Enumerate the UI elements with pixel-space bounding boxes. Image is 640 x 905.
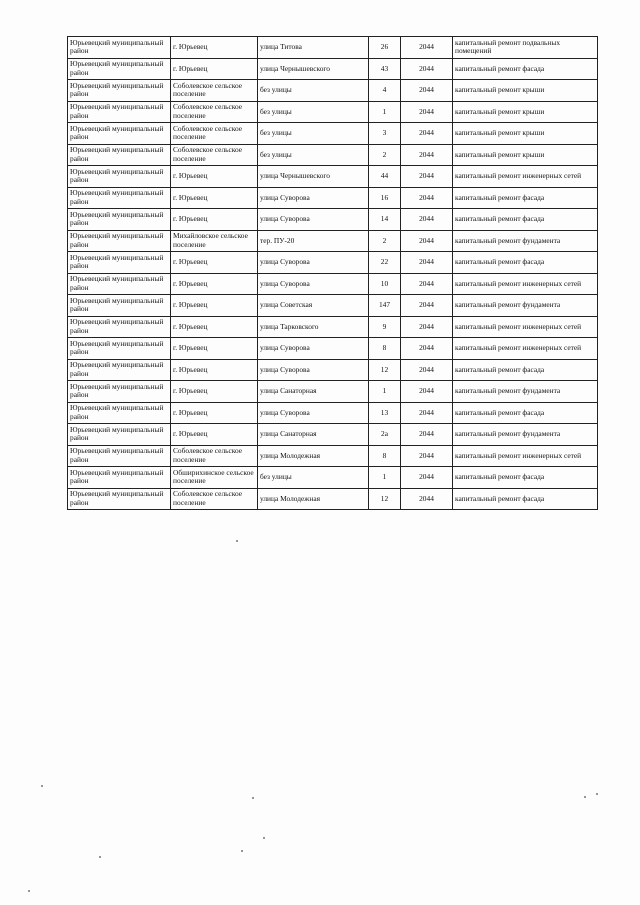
cell-house-number: 26	[369, 37, 401, 59]
table-row	[68, 230, 598, 252]
cell-street: улица Суворова	[258, 359, 369, 381]
cell-work-type: капитальный ремонт фундамента	[453, 230, 598, 252]
cell-work-type: капитальный ремонт инженерных сетей	[453, 316, 598, 338]
cell-year: 2044	[401, 58, 453, 80]
cell-house-number: 44	[369, 166, 401, 188]
cell-work-type: капитальный ремонт подвальных помещений	[453, 37, 598, 59]
cell-house-number: 4	[369, 80, 401, 102]
cell-settlement: г. Юрьевец	[171, 402, 258, 424]
cell-year: 2044	[401, 80, 453, 102]
cell-work-type: капитальный ремонт фасада	[453, 58, 598, 80]
cell-year: 2044	[401, 252, 453, 274]
cell-settlement: г. Юрьевец	[171, 316, 258, 338]
cell-year: 2044	[401, 230, 453, 252]
cell-house-number: 8	[369, 338, 401, 360]
cell-street: без улицы	[258, 101, 369, 123]
cell-settlement: г. Юрьевец	[171, 381, 258, 403]
cell-house-number: 2	[369, 144, 401, 166]
table-row	[68, 381, 598, 403]
cell-street: улица Молодежная	[258, 445, 369, 467]
cell-work-type: капитальный ремонт фасада	[453, 252, 598, 274]
scan-speck	[263, 837, 265, 839]
cell-street: без улицы	[258, 467, 369, 489]
cell-settlement: г. Юрьевец	[171, 424, 258, 446]
cell-district: Юрьевецкий муниципальный район	[68, 488, 171, 510]
cell-work-type: капитальный ремонт фасада	[453, 488, 598, 510]
cell-district: Юрьевецкий муниципальный район	[68, 230, 171, 252]
cell-work-type: капитальный ремонт инженерных сетей	[453, 166, 598, 188]
cell-street: улица Суворова	[258, 338, 369, 360]
table-body	[68, 37, 598, 510]
cell-work-type: капитальный ремонт крыши	[453, 80, 598, 102]
table-row	[68, 101, 598, 123]
cell-work-type: капитальный ремонт фундамента	[453, 295, 598, 317]
cell-year: 2044	[401, 209, 453, 231]
cell-year: 2044	[401, 295, 453, 317]
cell-year: 2044	[401, 37, 453, 59]
cell-house-number: 2а	[369, 424, 401, 446]
cell-house-number: 12	[369, 488, 401, 510]
cell-house-number: 1	[369, 467, 401, 489]
cell-settlement: г. Юрьевец	[171, 359, 258, 381]
cell-settlement: г. Юрьевец	[171, 58, 258, 80]
table-row	[68, 58, 598, 80]
cell-work-type: капитальный ремонт инженерных сетей	[453, 273, 598, 295]
cell-district: Юрьевецкий муниципальный район	[68, 166, 171, 188]
table-row	[68, 467, 598, 489]
scan-speck	[99, 856, 101, 858]
cell-district: Юрьевецкий муниципальный район	[68, 101, 171, 123]
cell-house-number: 13	[369, 402, 401, 424]
repair-schedule-table	[67, 36, 598, 510]
cell-settlement: г. Юрьевец	[171, 338, 258, 360]
cell-street: улица Суворова	[258, 252, 369, 274]
cell-year: 2044	[401, 273, 453, 295]
cell-settlement: Соболевское сельское поселение	[171, 445, 258, 467]
cell-work-type: капитальный ремонт фасада	[453, 359, 598, 381]
cell-district: Юрьевецкий муниципальный район	[68, 58, 171, 80]
cell-street: улица Чернышевского	[258, 166, 369, 188]
cell-work-type: капитальный ремонт крыши	[453, 123, 598, 145]
cell-work-type: капитальный ремонт фасада	[453, 187, 598, 209]
cell-settlement: Обширихинское сельское поселение	[171, 467, 258, 489]
table-row	[68, 144, 598, 166]
cell-street: улица Советская	[258, 295, 369, 317]
table-row	[68, 402, 598, 424]
cell-settlement: г. Юрьевец	[171, 252, 258, 274]
cell-street: улица Суворова	[258, 187, 369, 209]
cell-year: 2044	[401, 488, 453, 510]
cell-street: тер. ПУ-20	[258, 230, 369, 252]
cell-house-number: 12	[369, 359, 401, 381]
cell-district: Юрьевецкий муниципальный район	[68, 252, 171, 274]
cell-settlement: г. Юрьевец	[171, 166, 258, 188]
cell-street: без улицы	[258, 123, 369, 145]
table-row	[68, 37, 598, 59]
cell-district: Юрьевецкий муниципальный район	[68, 144, 171, 166]
cell-work-type: капитальный ремонт крыши	[453, 101, 598, 123]
cell-settlement: Соболевское сельское поселение	[171, 144, 258, 166]
cell-work-type: капитальный ремонт инженерных сетей	[453, 445, 598, 467]
scan-speck	[252, 797, 254, 799]
cell-house-number: 147	[369, 295, 401, 317]
cell-settlement: Соболевское сельское поселение	[171, 123, 258, 145]
cell-street: улица Молодежная	[258, 488, 369, 510]
cell-year: 2044	[401, 338, 453, 360]
cell-settlement: г. Юрьевец	[171, 37, 258, 59]
scan-speck	[584, 796, 586, 798]
cell-district: Юрьевецкий муниципальный район	[68, 359, 171, 381]
cell-settlement: Соболевское сельское поселение	[171, 101, 258, 123]
cell-settlement: г. Юрьевец	[171, 273, 258, 295]
cell-year: 2044	[401, 424, 453, 446]
table-row	[68, 252, 598, 274]
cell-house-number: 9	[369, 316, 401, 338]
cell-year: 2044	[401, 316, 453, 338]
scan-speck	[28, 890, 30, 892]
cell-street: без улицы	[258, 144, 369, 166]
cell-house-number: 10	[369, 273, 401, 295]
cell-year: 2044	[401, 467, 453, 489]
cell-settlement: Соболевское сельское поселение	[171, 488, 258, 510]
cell-street: улица Санаторная	[258, 424, 369, 446]
table-row	[68, 209, 598, 231]
cell-street: улица Санаторная	[258, 381, 369, 403]
table-row	[68, 187, 598, 209]
cell-house-number: 1	[369, 381, 401, 403]
cell-district: Юрьевецкий муниципальный район	[68, 80, 171, 102]
cell-year: 2044	[401, 445, 453, 467]
cell-work-type: капитальный ремонт фасада	[453, 209, 598, 231]
cell-work-type: капитальный ремонт фасада	[453, 402, 598, 424]
cell-year: 2044	[401, 144, 453, 166]
cell-district: Юрьевецкий муниципальный район	[68, 209, 171, 231]
cell-year: 2044	[401, 402, 453, 424]
cell-district: Юрьевецкий муниципальный район	[68, 187, 171, 209]
cell-work-type: капитальный ремонт крыши	[453, 144, 598, 166]
cell-district: Юрьевецкий муниципальный район	[68, 381, 171, 403]
cell-work-type: капитальный ремонт фасада	[453, 467, 598, 489]
cell-year: 2044	[401, 187, 453, 209]
scan-speck	[236, 540, 238, 542]
cell-district: Юрьевецкий муниципальный район	[68, 402, 171, 424]
cell-house-number: 14	[369, 209, 401, 231]
scan-speck	[596, 793, 598, 795]
table-row	[68, 295, 598, 317]
cell-district: Юрьевецкий муниципальный район	[68, 37, 171, 59]
cell-year: 2044	[401, 359, 453, 381]
cell-work-type: капитальный ремонт фундамента	[453, 381, 598, 403]
cell-settlement: г. Юрьевец	[171, 209, 258, 231]
cell-work-type: капитальный ремонт инженерных сетей	[453, 338, 598, 360]
table-row	[68, 445, 598, 467]
cell-street: без улицы	[258, 80, 369, 102]
cell-district: Юрьевецкий муниципальный район	[68, 123, 171, 145]
cell-district: Юрьевецкий муниципальный район	[68, 424, 171, 446]
table-row	[68, 316, 598, 338]
table-row	[68, 338, 598, 360]
cell-district: Юрьевецкий муниципальный район	[68, 445, 171, 467]
cell-work-type: капитальный ремонт фундамента	[453, 424, 598, 446]
table-row	[68, 424, 598, 446]
cell-street: улица Суворова	[258, 209, 369, 231]
table-row	[68, 166, 598, 188]
cell-street: улица Тарковского	[258, 316, 369, 338]
cell-district: Юрьевецкий муниципальный район	[68, 316, 171, 338]
scan-speck	[41, 785, 43, 787]
cell-settlement: Соболевское сельское поселение	[171, 80, 258, 102]
cell-house-number: 16	[369, 187, 401, 209]
table-row	[68, 488, 598, 510]
cell-settlement: г. Юрьевец	[171, 187, 258, 209]
cell-street: улица Суворова	[258, 402, 369, 424]
cell-settlement: г. Юрьевец	[171, 295, 258, 317]
cell-house-number: 2	[369, 230, 401, 252]
table-row	[68, 273, 598, 295]
cell-district: Юрьевецкий муниципальный район	[68, 295, 171, 317]
cell-house-number: 43	[369, 58, 401, 80]
cell-house-number: 22	[369, 252, 401, 274]
table-row	[68, 123, 598, 145]
cell-district: Юрьевецкий муниципальный район	[68, 338, 171, 360]
cell-house-number: 1	[369, 101, 401, 123]
cell-street: улица Суворова	[258, 273, 369, 295]
cell-house-number: 8	[369, 445, 401, 467]
cell-district: Юрьевецкий муниципальный район	[68, 273, 171, 295]
cell-year: 2044	[401, 166, 453, 188]
cell-year: 2044	[401, 381, 453, 403]
scan-speck	[241, 850, 243, 852]
cell-street: улица Титова	[258, 37, 369, 59]
table-row	[68, 80, 598, 102]
cell-district: Юрьевецкий муниципальный район	[68, 467, 171, 489]
cell-year: 2044	[401, 123, 453, 145]
cell-year: 2044	[401, 101, 453, 123]
cell-house-number: 3	[369, 123, 401, 145]
cell-settlement: Михайловское сельское поселение	[171, 230, 258, 252]
cell-street: улица Чернышевского	[258, 58, 369, 80]
table-row	[68, 359, 598, 381]
